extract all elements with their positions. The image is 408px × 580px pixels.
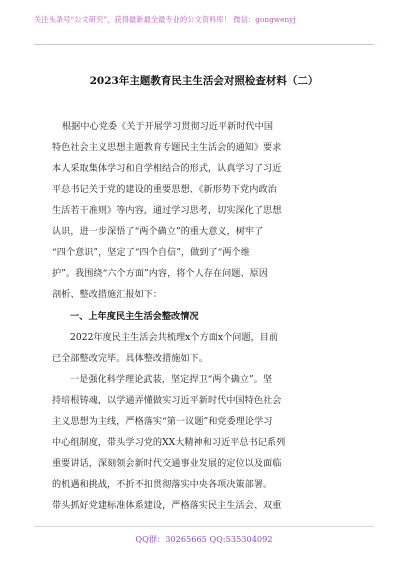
paragraph-line: 护”。我围绕“六个方面”内容，将个人存在问题、原因 bbox=[52, 269, 268, 279]
paragraph-line: 一是强化科学理论武装，坚定捍卫“两个确立”。坚 bbox=[70, 375, 273, 385]
paragraph-line: 2022年度民主生活会共梳理x个方面x个问题，目前 bbox=[70, 333, 279, 343]
paragraph-line: 已全部整改完毕。具体整改措施如下。 bbox=[52, 354, 208, 364]
section-heading: 一、上年度民主生活会整改情况 bbox=[70, 311, 199, 322]
paragraph-line: 认识，进一步深悟了“两个确立”的重大意义，树牢了 bbox=[52, 227, 264, 237]
paragraph-line: 重要讲话，深刻领会新时代交通事业发展的定位以及面临 bbox=[52, 459, 282, 469]
paragraph-line: 平总书记关于党的建设的重要思想、《新形势下党内政治 bbox=[52, 185, 277, 195]
paragraph-line: 本人采取集体学习和自学相结合的形式，认真学习了习近 bbox=[52, 164, 282, 174]
document-title: 2023年主题教育民主生活会对照检查材料（二） bbox=[89, 75, 319, 87]
paragraph-line: 主义思想为主线，严格落实“第一议题”和党委理论学习 bbox=[52, 417, 273, 427]
paragraph-line: 特色社会主义思想主题教育专题民主生活会的通知》要求 bbox=[52, 143, 282, 153]
paragraph-line: 生活若干准则》等内容，通过学习思考，切实深化了思想 bbox=[52, 206, 282, 216]
footer-divider bbox=[34, 526, 374, 527]
paragraph-line: “四个意识”，坚定了“四个自信”，做到了“两个维 bbox=[52, 248, 250, 258]
footer-contact-text: QQ群：30265665 QQ:535304092 bbox=[135, 534, 273, 544]
paragraph-line: 持培根铸魂，以学通弄懂做实习近平新时代中国特色社会 bbox=[52, 396, 282, 406]
paragraph-line: 的机遇和挑战，不折不扣贯彻落实中央各项决策部署。 bbox=[52, 480, 273, 490]
paragraph-line: 中心组制度，带头学习党的XX大精神和习近平总书记系列 bbox=[52, 438, 286, 448]
paragraph-line: 根据中心党委《关于开展学习贯彻习近平新时代中国 bbox=[62, 122, 274, 132]
header-divider bbox=[34, 44, 374, 45]
paragraph-line: 带头抓好党建标准体系建设，严格落实民主生活会、双重 bbox=[52, 501, 282, 511]
header-promo-text: 关注头条号“公文研究”，获得最新最全最专业的公文资料库！ 微信：gongwenyj bbox=[34, 15, 296, 24]
paragraph-line: 剖析、整改措施汇报如下： bbox=[52, 290, 163, 300]
